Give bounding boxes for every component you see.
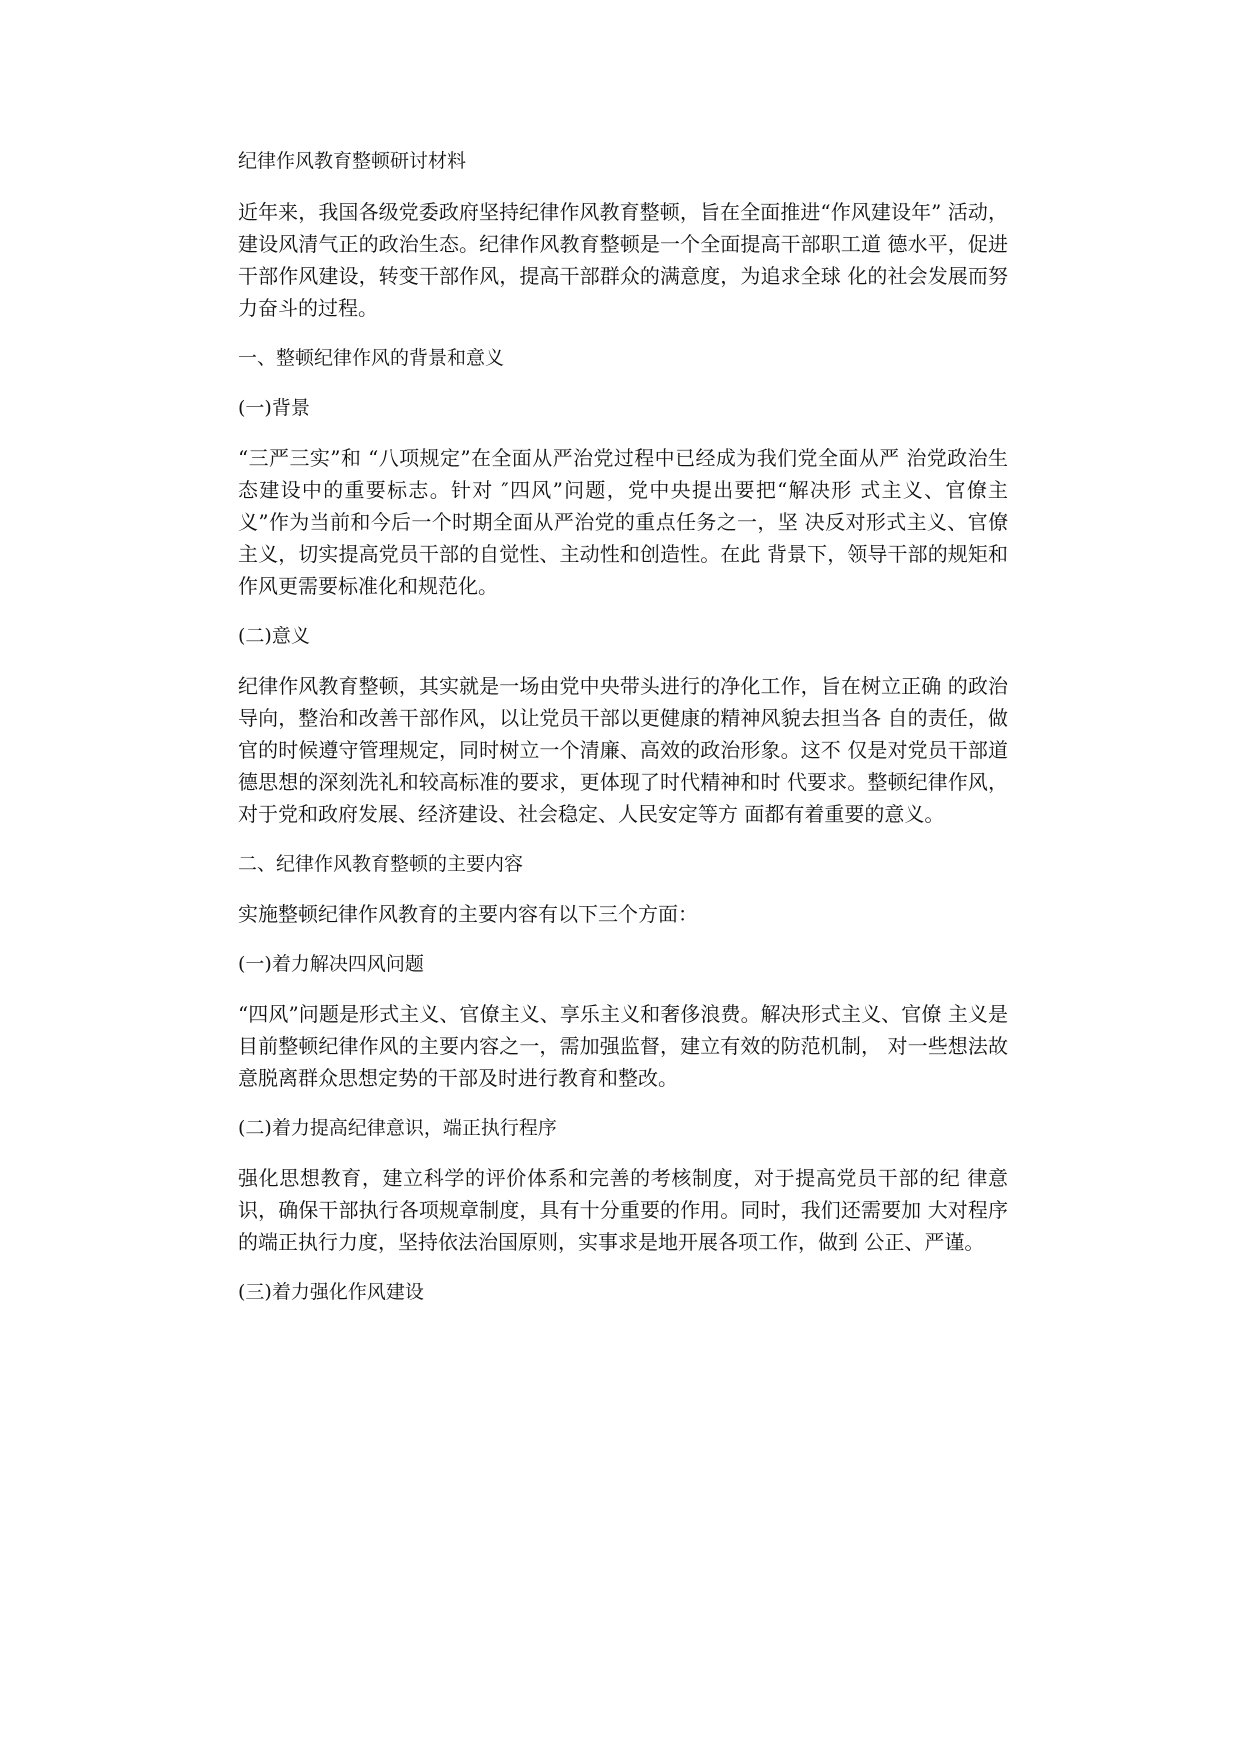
significance-paragraph: 纪律作风教育整顿，其实就是一场由党中央带头进行的净化工作，旨在树立正确 的政治导向，整治和改善干部作风，以让党员干部以更健康的精神风貌去担当各 自的责任，做官的时候遵守管理规定，同时树立一个清廉、高效的政治形象。这不 仅是对党员干部道德思想的深刻洗礼和较高标准的要求，更体现了时代精神和时 代要求。整顿纪律作风，对于党和政府发展、经济建设、社会稳定、人民安定等方 面都有着重要的意义。 — [238, 674, 1008, 826]
document-body — [238, 146, 1008, 1326]
four-winds-paragraph: “四风”问题是形式主义、官僚主义、享乐主义和奢侈浪费。解决形式主义、官僚 主义是目前整顿纪律作风的主要内容之一，需加强监督，建立有效的防范机制， 对一些想法故意脱离群众思想定势的干部及时进行教育和整改。 — [238, 1002, 1008, 1090]
subsection-2-3-heading: (三)着力强化作风建设 — [238, 1281, 424, 1303]
section-2-heading: 二、纪律作风教育整顿的主要内容 — [238, 853, 524, 875]
subsection-1-1-heading: (一)背景 — [238, 397, 310, 419]
subsection-1-2-heading: (二)意义 — [238, 625, 310, 647]
subsection-2-2-heading: (二)着力提高纪律意识，端正执行程序 — [238, 1117, 557, 1139]
main-content-intro: 实施整顿纪律作风教育的主要内容有以下三个方面： — [238, 902, 698, 926]
subsection-2-1-heading: (一)着力解决四风问题 — [238, 953, 424, 975]
document-title: 纪律作风教育整顿研讨材料 — [238, 150, 467, 172]
background-paragraph: “三严三实”和 “八项规定”在全面从严治党过程中已经成为我们党全面从严 治党政治生态建设中的重要标志。针对 ″四风”问题，党中央提出要把“解决形 式主义、官僚主义”作为当前和今后一个时期全面从严治党的重点任务之一，坚 决反对形式主义、官僚主义，切实提高党员干部的自觉性、主动性和创造性。在此 背景下，领导干部的规矩和作风更需要标准化和规范化。 — [238, 446, 1008, 598]
intro-paragraph: 近年来，我国各级党委政府坚持纪律作风教育整顿，旨在全面推进“作风建设年” 活动，建设风清气正的政治生态。纪律作风教育整顿是一个全面提高干部职工道 德水平，促进干部作风建设，转变干部作风，提高干部群众的满意度，为追求全球 化的社会发展而努力奋斗的过程。 — [238, 200, 1008, 320]
section-1-heading: 一、整顿纪律作风的背景和意义 — [238, 347, 505, 369]
discipline-paragraph: 强化思想教育，建立科学的评价体系和完善的考核制度，对于提高党员干部的纪 律意识，确保干部执行各项规章制度，具有十分重要的作用。同时，我们还需要加 大对程序的端正执行力度，坚持依法治国原则，实事求是地开展各项工作，做到 公正、严谨。 — [238, 1166, 1008, 1254]
